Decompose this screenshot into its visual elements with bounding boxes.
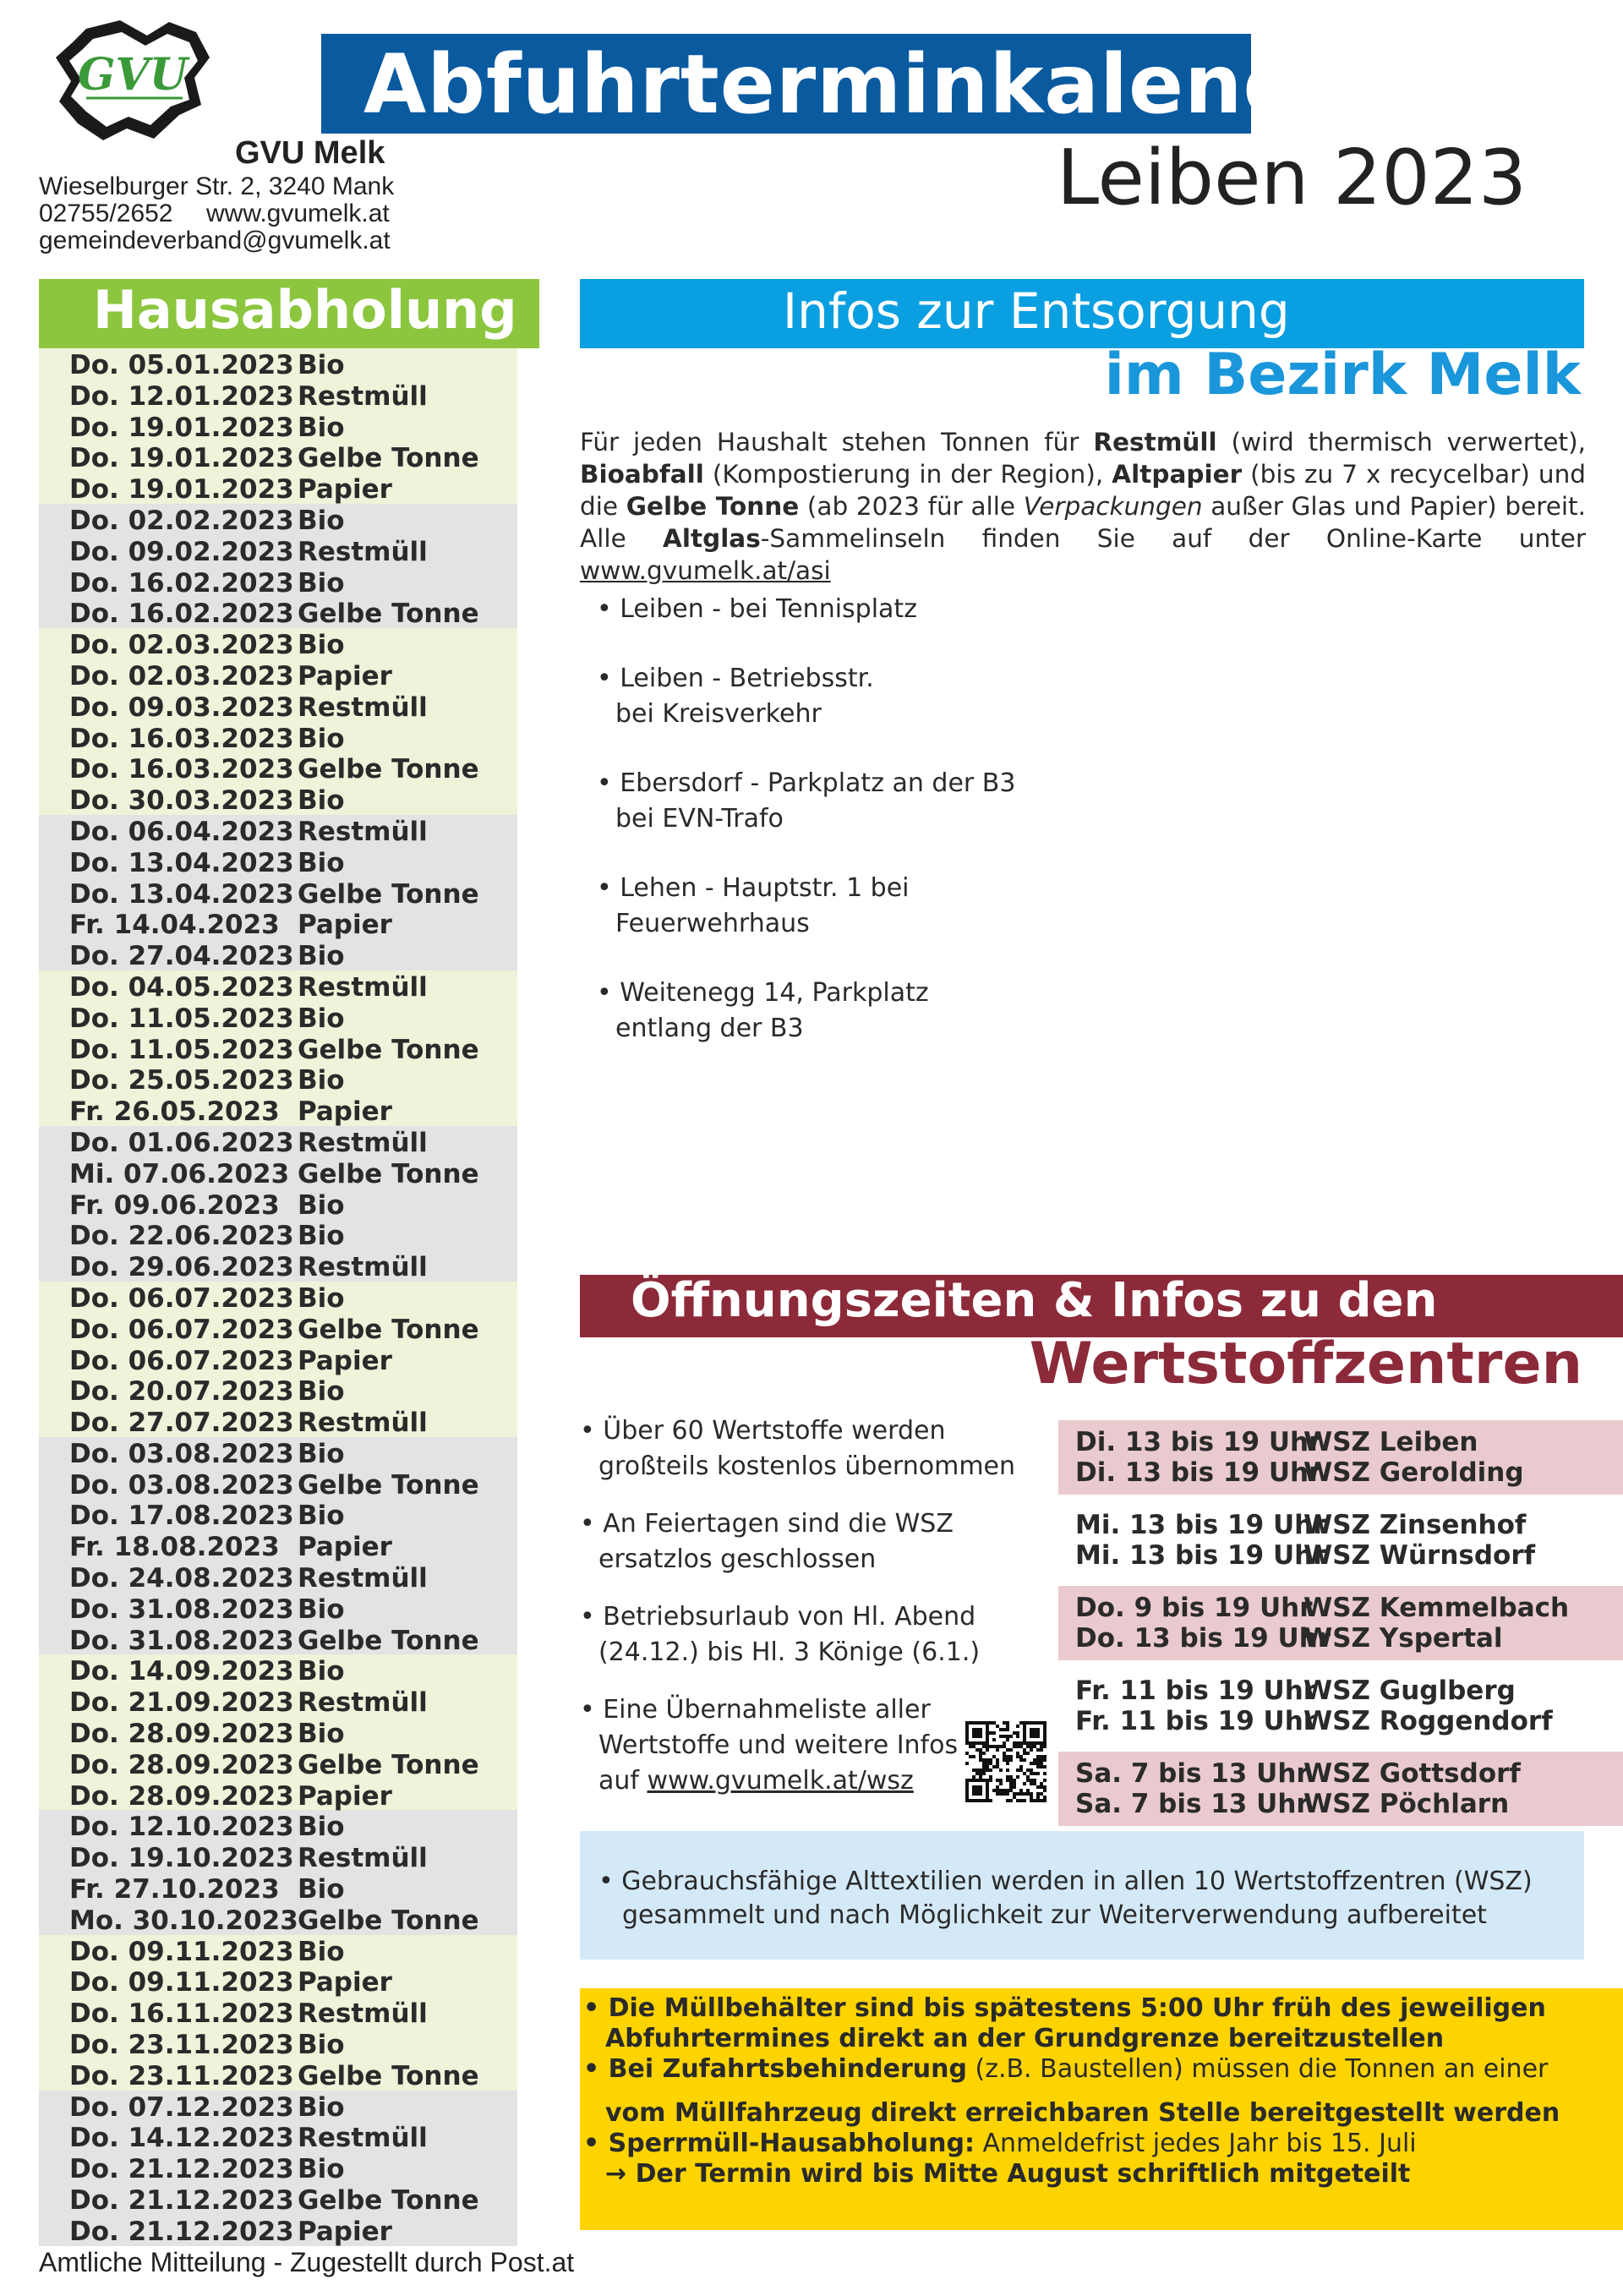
glass-locations — [597, 592, 1189, 1080]
hours-row — [1058, 1593, 1623, 1623]
schedule-row — [39, 2215, 517, 2246]
schedule-row — [39, 1033, 517, 1064]
hours-row — [1058, 1676, 1623, 1706]
schedule-type: Gelbe Tonne — [298, 443, 479, 474]
schedule-date: Do. 23.11.2023 — [69, 2030, 294, 2061]
schedule-type: Gelbe Tonne — [298, 878, 479, 910]
schedule-type: Papier — [298, 474, 392, 506]
document-title: Abfuhrterminkalender — [363, 37, 1399, 132]
schedule-date: Do. 31.08.2023 — [69, 1625, 294, 1656]
entsorgung-subtitle: im Bezirk Melk — [1104, 342, 1581, 408]
schedule-row — [39, 628, 517, 659]
schedule-row — [39, 1530, 517, 1561]
schedule-date: Do. 19.01.2023 — [69, 443, 294, 474]
schedule-type: Gelbe Tonne — [298, 1625, 479, 1656]
schedule-type: Gelbe Tonne — [298, 1314, 479, 1345]
schedule-type: Bio — [298, 1874, 345, 1905]
svg-text:GVU: GVU — [77, 49, 189, 101]
schedule-type: Restmüll — [298, 536, 428, 567]
schedule-type: Papier — [298, 1780, 392, 1812]
schedule-type: Restmüll — [298, 816, 428, 847]
schedule-date: Do. 19.01.2023 — [69, 412, 294, 443]
glass-location: • Lehen - Hauptstr. 1 bei Feuerwehrhaus — [597, 873, 910, 938]
notes — [583, 1993, 1615, 2189]
schedule-type: Bio — [298, 1936, 345, 1967]
schedule-row — [39, 877, 517, 909]
schedule-row — [39, 846, 517, 877]
month-group — [39, 970, 517, 1126]
org-email: gemeindeverband@gvumelk.at — [39, 227, 391, 254]
schedule-row — [39, 1282, 517, 1313]
schedule-row — [39, 691, 517, 722]
month-group — [39, 1437, 517, 1655]
hours-group — [1058, 1752, 1623, 1826]
schedule-date: Do. 09.03.2023 — [69, 692, 294, 723]
schedule-type: Bio — [298, 1282, 345, 1314]
gvu-logo — [52, 17, 213, 144]
schedule-date: Do. 14.09.2023 — [69, 1656, 294, 1687]
month-group — [39, 1654, 517, 1810]
schedule-row — [39, 1095, 517, 1126]
schedule-date: Fr. 27.10.2023 — [69, 1874, 280, 1905]
hours-time: Mi. 13 bis 19 Uhr — [1075, 1510, 1326, 1540]
schedule-row — [39, 1872, 517, 1904]
note-line: • Bei Zufahrtsbehinderung (z.B. Baustellen) müssen die Tonnen an einer — [583, 2054, 1549, 2084]
schedule-date: Do. 09.02.2023 — [69, 536, 294, 567]
hours-time: Mi. 13 bis 19 Uhr — [1075, 1540, 1326, 1571]
schedule-row — [39, 1313, 517, 1344]
schedule-date: Do. 27.04.2023 — [69, 941, 294, 972]
schedule-row — [39, 1468, 517, 1500]
schedule-type: Restmüll — [298, 1127, 428, 1158]
schedule-row — [39, 1375, 517, 1406]
schedule-row — [39, 1841, 517, 1872]
schedule-type: Restmüll — [298, 2123, 428, 2154]
schedule-date: Do. 16.03.2023 — [69, 723, 294, 754]
hours-row — [1058, 1457, 1623, 1488]
schedule-row — [39, 1437, 517, 1468]
schedule-type: Bio — [298, 1501, 345, 1532]
glass-location: • Weitenegg 14, Parkplatz entlang der B3 — [597, 978, 929, 1043]
schedule-row — [39, 2152, 517, 2184]
schedule-type: Bio — [298, 2091, 345, 2123]
hours-center: WSZ Yspertal — [1303, 1623, 1503, 1654]
month-group — [39, 1810, 517, 1934]
schedule-type: Bio — [298, 2030, 345, 2061]
schedule-date: Do. 24.08.2023 — [69, 1563, 294, 1594]
schedule-type: Gelbe Tonne — [298, 1469, 479, 1501]
month-group — [39, 348, 517, 504]
schedule-row — [39, 1406, 517, 1437]
wsz-hours — [1058, 1420, 1623, 1834]
schedule-date: Do. 31.08.2023 — [69, 1594, 294, 1625]
note-line: • Sperrmüll-Hausabholung: Anmeldefrist jedes Jahr bis 15. Juli — [583, 2129, 1417, 2158]
hausabholung-title: Hausabholung — [93, 279, 517, 341]
schedule-row — [39, 2028, 517, 2059]
schedule-row — [39, 1126, 517, 1157]
hours-time: Do. 9 bis 19 Uhr — [1075, 1593, 1313, 1623]
schedule-date: Do. 04.05.2023 — [69, 971, 294, 1003]
schedule-date: Do. 16.02.2023 — [69, 567, 294, 599]
schedule-type: Restmüll — [298, 1252, 428, 1283]
hours-time: Fr. 11 bis 19 Uhr — [1075, 1706, 1317, 1736]
schedule-date: Do. 12.10.2023 — [69, 1812, 294, 1843]
month-group — [39, 628, 517, 815]
month-group — [39, 2091, 517, 2246]
glass-location: • Leiben - Betriebsstr. bei Kreisverkehr — [597, 664, 874, 729]
schedule-date: Do. 09.11.2023 — [69, 1967, 294, 1998]
schedule-date: Do. 16.02.2023 — [69, 599, 294, 630]
schedule-date: Do. 03.08.2023 — [69, 1469, 294, 1501]
schedule-row — [39, 1593, 517, 1624]
schedule-row — [39, 1904, 517, 1935]
schedule-date: Do. 07.12.2023 — [69, 2091, 294, 2123]
hours-center: WSZ Roggendorf — [1303, 1706, 1553, 1736]
note-line: Abfuhrtermines direkt an der Grundgrenze bereitzustellen — [605, 2024, 1445, 2053]
schedule-row — [39, 1499, 517, 1530]
hours-group — [1058, 1420, 1623, 1495]
schedule-date: Fr. 09.06.2023 — [69, 1189, 280, 1221]
entsorgung-text: Für jeden Haushalt stehen Tonnen für Restmüll (wird thermisch verwertet), Bioabfall (Kompostierung in der Region), Altpapier (bis zu 7 x recycelbar) und die Gelbe Tonne (ab 2023 für alle Verpackungen außer Glas und Papier) bereit. Alle Altglas-Sammelinseln finden Sie auf der Online-Karte unter www.gvumelk.at/asi — [580, 428, 1586, 585]
hours-center: WSZ Gottsdorf — [1303, 1758, 1521, 1789]
schedule-date: Do. 16.03.2023 — [69, 754, 294, 785]
schedule-row — [39, 1779, 517, 1811]
schedule-row — [39, 722, 517, 753]
schedule-date: Do. 25.05.2023 — [69, 1065, 294, 1096]
schedule-row — [39, 784, 517, 815]
schedule-type: Bio — [298, 1719, 345, 1750]
month-group — [39, 1935, 517, 2091]
schedule-date: Do. 11.05.2023 — [69, 1003, 294, 1034]
schedule-row — [39, 752, 517, 784]
schedule-type: Restmüll — [298, 692, 428, 723]
wsz-note: • An Feiertagen sind die WSZ ersatzlos geschlossen — [580, 1509, 954, 1574]
schedule-date: Do. 01.06.2023 — [69, 1127, 294, 1158]
schedule-type: Bio — [298, 1438, 345, 1469]
schedule-row — [39, 597, 517, 628]
schedule-date: Do. 02.03.2023 — [69, 660, 294, 692]
schedule-row — [39, 908, 517, 939]
schedule-date: Do. 06.07.2023 — [69, 1314, 294, 1345]
schedule-type: Restmüll — [298, 1998, 428, 2030]
schedule-date: Do. 12.01.2023 — [69, 380, 294, 412]
schedule-type: Bio — [298, 1221, 345, 1252]
schedule-date: Do. 30.03.2023 — [69, 785, 294, 817]
hours-time: Do. 13 bis 19 Uhr — [1075, 1623, 1331, 1654]
schedule-date: Do. 23.11.2023 — [69, 2060, 294, 2091]
hours-center: WSZ Pöchlarn — [1303, 1789, 1510, 1819]
note-line: vom Müllfahrzeug direkt erreichbaren Stelle bereitgestellt werden — [605, 2098, 1560, 2128]
schedule-type: Bio — [298, 505, 345, 536]
schedule-type: Bio — [298, 941, 345, 972]
collection-schedule — [39, 348, 517, 2246]
wsz-note: • Über 60 Wertstoffe werden großteils kostenlos übernommen — [580, 1416, 1016, 1481]
schedule-row — [39, 1654, 517, 1686]
schedule-date: Do. 16.11.2023 — [69, 1998, 294, 2030]
schedule-row — [39, 1686, 517, 1717]
hours-row — [1058, 1758, 1623, 1789]
schedule-type: Bio — [298, 567, 345, 599]
org-phone: 02755/2652 — [39, 200, 173, 227]
schedule-type: Gelbe Tonne — [298, 599, 479, 630]
schedule-type: Restmüll — [298, 1687, 428, 1719]
hours-time: Fr. 11 bis 19 Uhr — [1075, 1676, 1317, 1706]
schedule-date: Do. 21.12.2023 — [69, 2154, 294, 2185]
schedule-type: Restmüll — [298, 1563, 428, 1594]
schedule-type: Gelbe Tonne — [298, 1158, 479, 1189]
schedule-type: Bio — [298, 350, 345, 380]
schedule-date: Do. 13.04.2023 — [69, 878, 294, 910]
schedule-date: Do. 21.09.2023 — [69, 1687, 294, 1719]
schedule-row — [39, 1344, 517, 1375]
hours-time: Sa. 7 bis 13 Uhr — [1075, 1758, 1309, 1789]
schedule-type: Restmüll — [298, 380, 428, 412]
schedule-date: Do. 17.08.2023 — [69, 1501, 294, 1532]
schedule-type: Papier — [298, 910, 392, 941]
schedule-type: Bio — [298, 1065, 345, 1096]
schedule-row — [39, 939, 517, 970]
schedule-type: Gelbe Tonne — [298, 754, 479, 785]
schedule-date: Mi. 07.06.2023 — [69, 1158, 290, 1189]
schedule-row — [39, 2121, 517, 2152]
schedule-row — [39, 1189, 517, 1220]
schedule-type: Bio — [298, 412, 345, 443]
schedule-type: Bio — [298, 847, 345, 878]
wsz-note: • Betriebsurlaub von Hl. Abend (24.12.) bis Hl. 3 Könige (6.1.) — [580, 1602, 981, 1667]
schedule-row — [39, 1219, 517, 1250]
schedule-date: Do. 13.04.2023 — [69, 847, 294, 878]
month-group — [39, 1282, 517, 1437]
hours-time: Di. 13 bis 19 Uhr — [1075, 1457, 1322, 1488]
schedule-type: Bio — [298, 1812, 345, 1843]
schedule-row — [39, 2059, 517, 2091]
schedule-type: Papier — [298, 1096, 392, 1128]
wsz-title: Öffnungszeiten & Infos zu den — [631, 1273, 1438, 1328]
month-group — [39, 815, 517, 970]
schedule-row — [39, 1810, 517, 1841]
schedule-date: Do. 06.07.2023 — [69, 1282, 294, 1314]
schedule-type: Bio — [298, 1376, 345, 1408]
schedule-row — [39, 1250, 517, 1282]
schedule-row — [39, 348, 517, 380]
schedule-row — [39, 815, 517, 846]
glass-location: • Leiben - bei Tennisplatz — [597, 594, 917, 624]
schedule-date: Do. 03.08.2023 — [69, 1438, 294, 1469]
schedule-date: Do. 05.01.2023 — [69, 350, 294, 380]
schedule-type: Papier — [298, 1967, 392, 1998]
schedule-row — [39, 1624, 517, 1655]
schedule-type: Gelbe Tonne — [298, 2185, 479, 2217]
hours-row — [1058, 1706, 1623, 1736]
schedule-row — [39, 1063, 517, 1095]
schedule-row — [39, 411, 517, 442]
schedule-date: Do. 09.11.2023 — [69, 1936, 294, 1967]
schedule-type: Papier — [298, 1345, 392, 1376]
schedule-row — [39, 441, 517, 473]
qr-code-icon[interactable] — [965, 1721, 1046, 1802]
schedule-type: Bio — [298, 1189, 345, 1221]
schedule-date: Do. 29.06.2023 — [69, 1252, 294, 1283]
schedule-date: Do. 21.12.2023 — [69, 2216, 294, 2247]
hours-group — [1058, 1586, 1623, 1660]
month-group — [39, 504, 517, 628]
schedule-type: Bio — [298, 1656, 345, 1687]
hours-center: WSZ Guglberg — [1303, 1676, 1516, 1706]
schedule-date: Do. 06.04.2023 — [69, 816, 294, 847]
schedule-date: Do. 28.09.2023 — [69, 1749, 294, 1780]
hours-group — [1058, 1669, 1623, 1743]
wsz-subtitle: Wertstoffzentren — [1029, 1331, 1582, 1397]
schedule-date: Do. 02.03.2023 — [69, 630, 294, 661]
org-address: Wieselburger Str. 2, 3240 Mank — [39, 172, 395, 200]
schedule-date: Do. 22.06.2023 — [69, 1221, 294, 1252]
schedule-row — [39, 504, 517, 535]
org-name: GVU Melk — [235, 135, 385, 171]
hours-center: WSZ Würnsdorf — [1303, 1540, 1536, 1571]
schedule-date: Mo. 30.10.2023 — [69, 1905, 298, 1936]
schedule-date: Do. 27.07.2023 — [69, 1408, 294, 1439]
hours-row — [1058, 1427, 1623, 1457]
schedule-type: Gelbe Tonne — [298, 2060, 479, 2091]
schedule-row — [39, 970, 517, 1002]
schedule-row — [39, 2091, 517, 2122]
schedule-type: Bio — [298, 723, 345, 754]
document-subtitle: Leiben 2023 — [1057, 134, 1527, 222]
schedule-row — [39, 566, 517, 598]
wsz-list-note: • Eine Übernahmeliste aller Wertstoffe und weitere Infos auf www.gvumelk.at/wsz — [580, 1695, 959, 1796]
schedule-row — [39, 380, 517, 411]
schedule-row — [39, 535, 517, 566]
schedule-type: Restmüll — [298, 971, 428, 1003]
schedule-date: Do. 20.07.2023 — [69, 1376, 294, 1408]
schedule-type: Gelbe Tonne — [298, 1749, 479, 1780]
hours-group — [1058, 1503, 1623, 1577]
hours-time: Di. 13 bis 19 Uhr — [1075, 1427, 1322, 1457]
schedule-row — [39, 1561, 517, 1593]
hours-row — [1058, 1789, 1623, 1819]
schedule-type: Bio — [298, 785, 345, 817]
hours-row — [1058, 1623, 1623, 1654]
schedule-row — [39, 659, 517, 691]
schedule-row — [39, 1997, 517, 2028]
schedule-type: Gelbe Tonne — [298, 1034, 479, 1065]
hours-center: WSZ Kemmelbach — [1303, 1593, 1570, 1623]
asi-link[interactable]: www.gvumelk.at/asi — [580, 556, 831, 585]
schedule-type: Papier — [298, 660, 392, 692]
schedule-date: Do. 14.12.2023 — [69, 2123, 294, 2154]
org-website: www.gvumelk.at — [206, 200, 390, 227]
schedule-type: Bio — [298, 2154, 345, 2185]
schedule-date: Do. 19.01.2023 — [69, 474, 294, 506]
schedule-type: Bio — [298, 1594, 345, 1625]
note-line: • Die Müllbehälter sind bis spätestens 5:00 Uhr früh des jeweiligen — [583, 1993, 1546, 2023]
month-group — [39, 1126, 517, 1282]
schedule-type: Restmüll — [298, 1843, 428, 1874]
hours-center: WSZ Gerolding — [1303, 1457, 1524, 1488]
schedule-row — [39, 1748, 517, 1779]
textile-text: • Gebrauchsfähige Alttextilien werden in allen 10 Wertstoffzentren (WSZ) gesammelt und nach Möglichkeit zur Weiterverwendung aufbereitet — [598, 1867, 1533, 1930]
schedule-row — [39, 1157, 517, 1189]
glass-location: • Ebersdorf - Parkplatz an der B3 bei EVN-Trafo — [597, 768, 1016, 834]
schedule-date: Do. 11.05.2023 — [69, 1034, 294, 1065]
hours-row — [1058, 1510, 1623, 1540]
schedule-type: Bio — [298, 1003, 345, 1034]
hours-center: WSZ Leiben — [1303, 1427, 1478, 1457]
schedule-row — [39, 1002, 517, 1033]
hours-center: WSZ Zinsenhof — [1303, 1510, 1527, 1540]
note-line: → Der Termin wird bis Mitte August schriftlich mitgeteilt — [605, 2159, 1411, 2189]
schedule-date: Do. 28.09.2023 — [69, 1719, 294, 1750]
schedule-type: Papier — [298, 1532, 392, 1563]
schedule-date: Fr. 18.08.2023 — [69, 1532, 280, 1563]
schedule-date: Do. 21.12.2023 — [69, 2185, 294, 2217]
hours-row — [1058, 1540, 1623, 1571]
schedule-row — [39, 1965, 517, 1997]
schedule-date: Do. 02.02.2023 — [69, 505, 294, 536]
schedule-date: Fr. 26.05.2023 — [69, 1096, 280, 1128]
schedule-row — [39, 1935, 517, 1966]
schedule-type: Gelbe Tonne — [298, 1905, 479, 1936]
schedule-type: Restmüll — [298, 1408, 428, 1439]
schedule-row — [39, 2184, 517, 2215]
schedule-date: Do. 06.07.2023 — [69, 1345, 294, 1376]
schedule-date: Do. 28.09.2023 — [69, 1780, 294, 1812]
wsz-link[interactable]: www.gvumelk.at/wsz — [647, 1766, 914, 1796]
schedule-row — [39, 473, 517, 504]
schedule-type: Papier — [298, 2216, 392, 2247]
footer-note: Amtliche Mitteilung - Zugestellt durch Post.at — [39, 2247, 575, 2277]
schedule-date: Fr. 14.04.2023 — [69, 910, 280, 941]
schedule-row — [39, 1717, 517, 1748]
schedule-type: Bio — [298, 630, 345, 661]
schedule-date: Do. 19.10.2023 — [69, 1843, 294, 1874]
hours-time: Sa. 7 bis 13 Uhr — [1075, 1789, 1309, 1819]
entsorgung-title: Infos zur Entsorgung — [783, 282, 1290, 340]
